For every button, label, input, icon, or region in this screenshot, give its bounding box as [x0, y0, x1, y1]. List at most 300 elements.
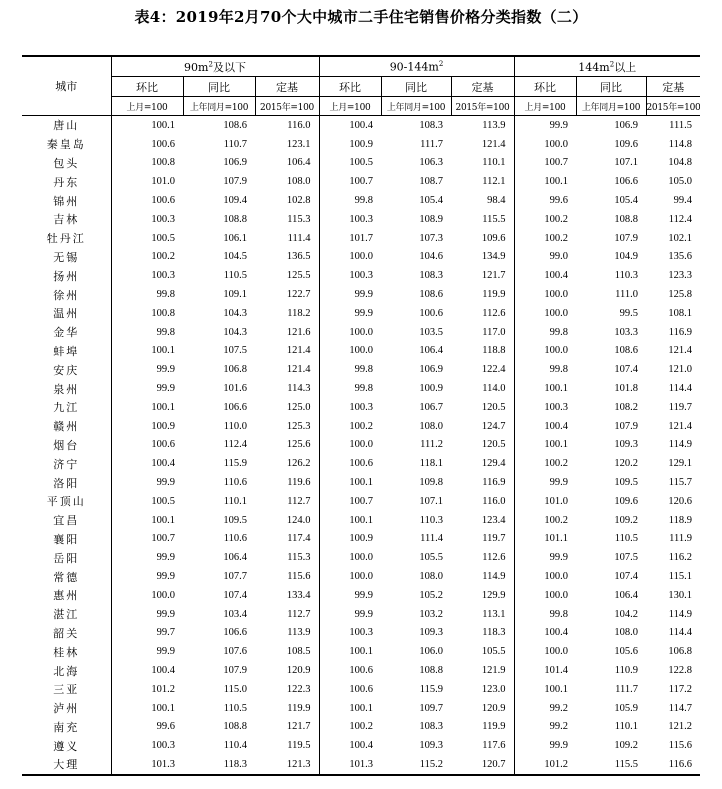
value-cell: 109.2 — [614, 740, 638, 752]
value-cell: 106.4 — [614, 589, 638, 601]
city-name-cell: 无锡 — [53, 250, 80, 264]
value-cell: 109.1 — [223, 289, 247, 301]
value-cell: 107.6 — [223, 646, 247, 658]
value-cell: 116.6 — [646, 755, 700, 775]
table-row — [22, 266, 700, 285]
table-row — [22, 492, 700, 511]
value-cell: 105.5 — [481, 646, 506, 658]
value-cell: 100.5 — [111, 229, 183, 248]
value-cell: 108.8 — [223, 721, 247, 733]
value-cell: 100.1 — [514, 172, 576, 191]
value-cell: 108.8 — [614, 213, 638, 225]
value-cell: 102.8 — [286, 195, 311, 207]
price-index-table — [22, 55, 700, 776]
value-cell: 108.0 — [286, 176, 311, 188]
value-cell: 100.0 — [514, 567, 576, 586]
value-cell: 100.2 — [514, 454, 576, 473]
sub-header-cell: 环比 — [319, 77, 381, 97]
value-cell: 106.6 — [223, 401, 247, 413]
city-name-cell: 岳阳 — [53, 551, 80, 565]
value-cell: 115.6 — [668, 740, 692, 752]
table-row — [22, 379, 700, 398]
value-cell: 117.4 — [287, 533, 311, 545]
table-row — [22, 229, 700, 248]
city-name-cell: 湛江 — [53, 608, 80, 622]
value-cell: 106.8 — [668, 646, 692, 658]
value-cell: 114.7 — [668, 702, 692, 714]
value-cell: 121.4 — [668, 345, 692, 357]
value-cell: 112.4 — [223, 439, 247, 451]
value-cell: 106.3 — [419, 157, 443, 169]
value-cell: 99.8 — [319, 191, 381, 210]
value-cell: 100.2 — [514, 229, 576, 248]
value-cell: 102.1 — [668, 232, 692, 244]
value-cell: 129.9 — [481, 589, 506, 601]
value-cell: 108.2 — [614, 401, 638, 413]
table-row — [22, 699, 700, 718]
city-name-cell: 秦皇岛 — [46, 138, 86, 152]
value-cell: 123.1 — [286, 138, 311, 150]
value-cell: 101.2 — [514, 755, 576, 775]
value-cell: 122.4 — [481, 364, 506, 376]
value-cell: 99.9 — [514, 736, 576, 755]
value-cell: 100.6 — [111, 191, 183, 210]
value-cell: 107.1 — [614, 157, 638, 169]
value-cell: 115.2 — [381, 755, 451, 775]
value-cell: 125.6 — [286, 439, 311, 451]
sub-header-cell: 环比 — [514, 77, 576, 97]
city-name-cell: 三亚 — [53, 683, 80, 697]
value-cell: 100.5 — [319, 154, 381, 173]
city-name-cell: 平顶山 — [46, 495, 86, 509]
city-name-cell: 扬州 — [53, 269, 80, 283]
value-cell: 100.9 — [111, 417, 183, 436]
group-sup: 2 — [438, 59, 444, 68]
value-cell: 100.3 — [111, 736, 183, 755]
value-cell: 106.9 — [223, 157, 247, 169]
value-cell: 111.5 — [669, 119, 692, 131]
value-cell: 99.9 — [319, 285, 381, 304]
table-row — [22, 548, 700, 567]
value-cell: 112.7 — [287, 608, 311, 620]
value-cell: 104.6 — [419, 251, 443, 263]
value-cell: 115.0 — [223, 683, 247, 695]
sub-header-cell: 环比 — [111, 77, 183, 97]
value-cell: 110.1 — [614, 721, 638, 733]
value-cell: 110.1 — [482, 157, 506, 169]
value-cell: 116.9 — [668, 326, 692, 338]
value-cell: 100.3 — [319, 210, 381, 229]
table-row — [22, 135, 700, 154]
city-name-cell: 丹东 — [53, 175, 80, 189]
table-row — [22, 210, 700, 229]
value-cell: 100.0 — [319, 436, 381, 455]
value-cell: 103.2 — [419, 608, 443, 620]
value-cell: 118.2 — [287, 307, 311, 319]
value-cell: 100.9 — [319, 135, 381, 154]
value-cell: 105.6 — [614, 646, 638, 658]
value-cell: 103.5 — [419, 326, 443, 338]
value-cell: 123.0 — [481, 683, 506, 695]
value-cell: 100.0 — [514, 304, 576, 323]
value-cell: 126.2 — [286, 458, 311, 470]
value-cell: 117.2 — [668, 683, 692, 695]
value-cell: 121.0 — [668, 364, 692, 376]
value-cell: 104.5 — [223, 251, 247, 263]
value-cell: 100.1 — [514, 436, 576, 455]
value-cell: 100.6 — [419, 307, 443, 319]
value-cell: 125.0 — [286, 401, 311, 413]
sub-header-cell: 同比 — [381, 77, 451, 97]
table-row — [22, 116, 700, 135]
value-cell: 100.1 — [111, 342, 183, 361]
group-suffix: 以上 — [614, 60, 637, 74]
value-cell: 107.5 — [223, 345, 247, 357]
value-cell: 115.6 — [287, 571, 311, 583]
value-cell: 100.0 — [319, 548, 381, 567]
value-cell: 119.5 — [287, 740, 311, 752]
value-cell: 109.6 — [614, 138, 638, 150]
value-cell: 100.1 — [319, 473, 381, 492]
value-cell: 99.9 — [514, 116, 576, 135]
table-row — [22, 304, 700, 323]
value-cell: 115.1 — [668, 571, 692, 583]
value-cell: 100.3 — [319, 266, 381, 285]
value-cell: 100.1 — [111, 398, 183, 417]
value-cell: 104.3 — [223, 307, 247, 319]
table-row — [22, 172, 700, 191]
city-name-cell: 金华 — [53, 326, 80, 340]
sub-header-cell: 同比 — [576, 77, 646, 97]
value-cell: 107.7 — [223, 571, 247, 583]
value-cell: 101.3 — [111, 755, 183, 775]
value-cell: 125.3 — [286, 420, 311, 432]
city-name-cell: 安庆 — [53, 363, 80, 377]
value-cell: 100.0 — [514, 642, 576, 661]
value-cell: 121.7 — [481, 270, 506, 282]
value-cell: 101.6 — [223, 383, 247, 395]
value-cell: 107.5 — [614, 552, 638, 564]
city-name-cell: 赣州 — [53, 420, 80, 434]
value-cell: 100.7 — [111, 530, 183, 549]
base-header-cell: 上月=100 — [111, 97, 183, 116]
value-cell: 99.9 — [319, 605, 381, 624]
table-row — [22, 755, 700, 775]
value-cell: 99.9 — [514, 473, 576, 492]
table-row — [22, 624, 700, 643]
value-cell: 118.3 — [482, 627, 506, 639]
value-cell: 107.1 — [419, 495, 443, 507]
value-cell: 115.9 — [419, 683, 443, 695]
base-header-cell: 2015年=100 — [646, 97, 700, 116]
value-cell: 100.0 — [514, 342, 576, 361]
value-cell: 111.7 — [420, 138, 443, 150]
value-cell: 100.4 — [514, 624, 576, 643]
value-cell: 108.8 — [419, 665, 443, 676]
city-name-cell: 襄阳 — [53, 532, 80, 546]
value-cell: 120.7 — [451, 755, 514, 775]
value-cell: 99.8 — [111, 323, 183, 342]
table-row — [22, 436, 700, 455]
group-header-large — [514, 56, 700, 77]
value-cell: 100.2 — [514, 210, 576, 229]
value-cell: 100.6 — [111, 436, 183, 455]
value-cell: 110.7 — [223, 138, 247, 150]
sub-header-cell: 定基 — [451, 77, 514, 97]
value-cell: 109.6 — [614, 495, 638, 507]
value-cell: 110.1 — [223, 495, 247, 507]
value-cell: 99.8 — [319, 360, 381, 379]
value-cell: 99.8 — [514, 605, 576, 624]
value-cell: 107.4 — [614, 364, 638, 376]
value-cell: 106.0 — [419, 646, 443, 658]
value-cell: 99.9 — [111, 548, 183, 567]
city-name-cell: 唐山 — [53, 119, 80, 133]
value-cell: 99.4 — [673, 195, 692, 207]
value-cell: 118.1 — [419, 458, 443, 470]
value-cell: 122.3 — [286, 683, 311, 695]
base-header-cell: 上年同月=100 — [576, 97, 646, 116]
city-name-cell: 烟台 — [53, 438, 80, 452]
city-name-cell: 泉州 — [53, 382, 80, 396]
value-cell: 121.4 — [481, 138, 506, 150]
value-cell: 99.9 — [111, 360, 183, 379]
city-name-cell: 桂林 — [53, 645, 80, 659]
value-cell: 134.9 — [481, 251, 506, 263]
value-cell: 113.9 — [482, 119, 506, 131]
group-name: 90-144m — [389, 60, 439, 74]
table-row — [22, 417, 700, 436]
value-cell: 120.5 — [481, 439, 506, 451]
value-cell: 100.0 — [319, 342, 381, 361]
value-cell: 108.1 — [668, 307, 692, 319]
value-cell: 100.7 — [319, 172, 381, 191]
value-cell: 100.1 — [514, 680, 576, 699]
value-cell: 98.4 — [487, 195, 506, 207]
group-header-small — [111, 56, 319, 77]
value-cell: 116.0 — [482, 495, 506, 507]
city-name-cell: 大理 — [22, 755, 111, 775]
value-cell: 120.5 — [481, 401, 506, 413]
table-row — [22, 680, 700, 699]
table-row — [22, 285, 700, 304]
table-row — [22, 586, 700, 605]
value-cell: 100.2 — [111, 248, 183, 267]
value-cell: 109.3 — [419, 740, 443, 752]
value-cell: 110.3 — [419, 514, 443, 526]
table-row — [22, 154, 700, 173]
value-cell: 106.9 — [419, 364, 443, 376]
value-cell: 104.2 — [614, 608, 638, 620]
group-name: 90m — [184, 60, 209, 74]
value-cell: 99.9 — [111, 473, 183, 492]
base-header-cell: 上年同月=100 — [183, 97, 255, 116]
value-cell: 121.4 — [286, 364, 311, 376]
value-cell: 110.5 — [223, 270, 247, 282]
table-row — [22, 530, 700, 549]
value-cell: 100.0 — [514, 135, 576, 154]
base-header-cell: 2015年=100 — [451, 97, 514, 116]
value-cell: 107.9 — [614, 420, 638, 432]
value-cell: 107.9 — [614, 232, 638, 244]
value-cell: 125.5 — [286, 270, 311, 282]
value-cell: 103.4 — [223, 608, 247, 620]
table-row — [22, 473, 700, 492]
value-cell: 100.8 — [111, 304, 183, 323]
value-cell: 124.0 — [286, 514, 311, 526]
value-cell: 99.9 — [319, 586, 381, 605]
value-cell: 135.6 — [668, 251, 692, 263]
value-cell: 100.2 — [514, 511, 576, 530]
value-cell: 113.1 — [482, 608, 506, 620]
value-cell: 100.9 — [319, 530, 381, 549]
value-cell: 108.6 — [614, 345, 638, 357]
value-cell: 100.9 — [419, 383, 443, 395]
value-cell: 100.1 — [319, 511, 381, 530]
table-row — [22, 605, 700, 624]
value-cell: 129.1 — [668, 458, 692, 470]
value-cell: 110.0 — [223, 420, 247, 432]
value-cell: 130.1 — [668, 589, 692, 601]
base-header-cell: 上年同月=100 — [381, 97, 451, 116]
table-row — [22, 191, 700, 210]
table-row — [22, 736, 700, 755]
value-cell: 99.9 — [514, 548, 576, 567]
value-cell: 108.0 — [614, 627, 638, 639]
value-cell: 106.6 — [614, 176, 638, 188]
value-cell: 99.0 — [514, 248, 576, 267]
city-name-cell: 包头 — [53, 156, 80, 170]
value-cell: 101.2 — [111, 680, 183, 699]
value-cell: 100.3 — [111, 266, 183, 285]
value-cell: 106.4 — [286, 157, 311, 169]
value-cell: 105.4 — [614, 195, 638, 207]
value-cell: 116.0 — [287, 119, 311, 131]
value-cell: 100.6 — [319, 661, 381, 680]
value-cell: 99.9 — [111, 642, 183, 661]
value-cell: 100.0 — [319, 567, 381, 586]
value-cell: 121.7 — [286, 721, 311, 733]
value-cell: 100.4 — [514, 417, 576, 436]
value-cell: 107.3 — [419, 232, 443, 244]
value-cell: 117.0 — [482, 326, 506, 338]
value-cell: 99.9 — [111, 605, 183, 624]
table-row — [22, 661, 700, 680]
value-cell: 108.7 — [419, 176, 443, 188]
value-cell: 120.9 — [481, 702, 506, 714]
value-cell: 105.5 — [419, 552, 443, 564]
value-cell: 100.8 — [111, 154, 183, 173]
value-cell: 112.7 — [287, 495, 311, 507]
value-cell: 115.3 — [287, 552, 311, 564]
value-cell: 100.3 — [319, 624, 381, 643]
value-cell: 118.8 — [482, 345, 506, 357]
table-row — [22, 567, 700, 586]
value-cell: 115.5 — [576, 755, 646, 775]
value-cell: 100.1 — [111, 699, 183, 718]
value-cell: 114.4 — [668, 627, 692, 639]
value-cell: 108.6 — [419, 289, 443, 301]
value-cell: 101.7 — [319, 229, 381, 248]
value-cell: 106.1 — [223, 232, 247, 244]
value-cell: 123.3 — [668, 270, 692, 282]
value-cell: 99.8 — [111, 285, 183, 304]
value-cell: 119.7 — [482, 533, 506, 545]
value-cell: 109.8 — [419, 477, 443, 489]
value-cell: 99.8 — [514, 360, 576, 379]
value-cell: 110.5 — [223, 702, 247, 714]
value-cell: 111.2 — [420, 439, 443, 451]
base-header-cell: 2015年=100 — [255, 97, 319, 116]
value-cell: 114.9 — [668, 608, 692, 620]
value-cell: 106.9 — [614, 119, 638, 131]
value-cell: 114.9 — [482, 571, 506, 583]
value-cell: 99.9 — [319, 304, 381, 323]
value-cell: 101.3 — [319, 755, 381, 775]
value-cell: 124.7 — [481, 420, 506, 432]
value-cell: 100.6 — [111, 135, 183, 154]
value-cell: 105.0 — [668, 176, 692, 188]
sub-header-cell: 定基 — [646, 77, 700, 97]
city-name-cell: 蚌埠 — [53, 344, 80, 358]
value-cell: 99.9 — [111, 567, 183, 586]
value-cell: 106.4 — [419, 345, 443, 357]
value-cell: 100.6 — [319, 680, 381, 699]
value-cell: 108.3 — [419, 721, 443, 733]
value-cell: 99.8 — [319, 379, 381, 398]
value-cell: 110.5 — [614, 533, 638, 545]
value-cell: 105.9 — [614, 702, 638, 714]
value-cell: 110.6 — [223, 533, 247, 545]
value-cell: 101.0 — [514, 492, 576, 511]
value-cell: 100.3 — [319, 398, 381, 417]
value-cell: 101.1 — [514, 530, 576, 549]
value-cell: 100.4 — [514, 266, 576, 285]
value-cell: 100.4 — [319, 736, 381, 755]
sub-header-cell: 同比 — [183, 77, 255, 97]
value-cell: 133.4 — [286, 589, 311, 601]
value-cell: 109.5 — [614, 477, 638, 489]
value-cell: 111.9 — [669, 533, 692, 545]
value-cell: 119.7 — [668, 401, 692, 413]
value-cell: 111.0 — [615, 289, 638, 301]
base-header-cell: 上月=100 — [319, 97, 381, 116]
value-cell: 119.9 — [482, 721, 506, 733]
table-title: 表4：2019年2月70个大中城市二手住宅销售价格分类指数（二） — [134, 8, 588, 26]
city-name-cell: 北海 — [53, 664, 80, 678]
value-cell: 108.8 — [223, 213, 247, 225]
value-cell: 121.9 — [481, 665, 506, 676]
value-cell: 104.9 — [614, 251, 638, 263]
value-cell: 108.0 — [419, 571, 443, 583]
value-cell: 100.2 — [319, 417, 381, 436]
value-cell: 99.8 — [514, 323, 576, 342]
value-cell: 123.4 — [481, 514, 506, 526]
value-cell: 136.5 — [286, 251, 311, 263]
value-cell: 108.3 — [419, 270, 443, 282]
value-cell: 100.0 — [319, 323, 381, 342]
value-cell: 106.8 — [223, 364, 247, 376]
value-cell: 120.6 — [668, 495, 692, 507]
city-name-cell: 韶关 — [53, 626, 80, 640]
value-cell: 122.8 — [668, 665, 692, 676]
group-header-medium — [319, 56, 514, 77]
value-cell: 108.0 — [419, 420, 443, 432]
value-cell: 100.1 — [111, 116, 183, 135]
value-cell: 110.4 — [223, 740, 247, 752]
value-cell: 100.3 — [111, 210, 183, 229]
value-cell: 115.7 — [668, 477, 692, 489]
